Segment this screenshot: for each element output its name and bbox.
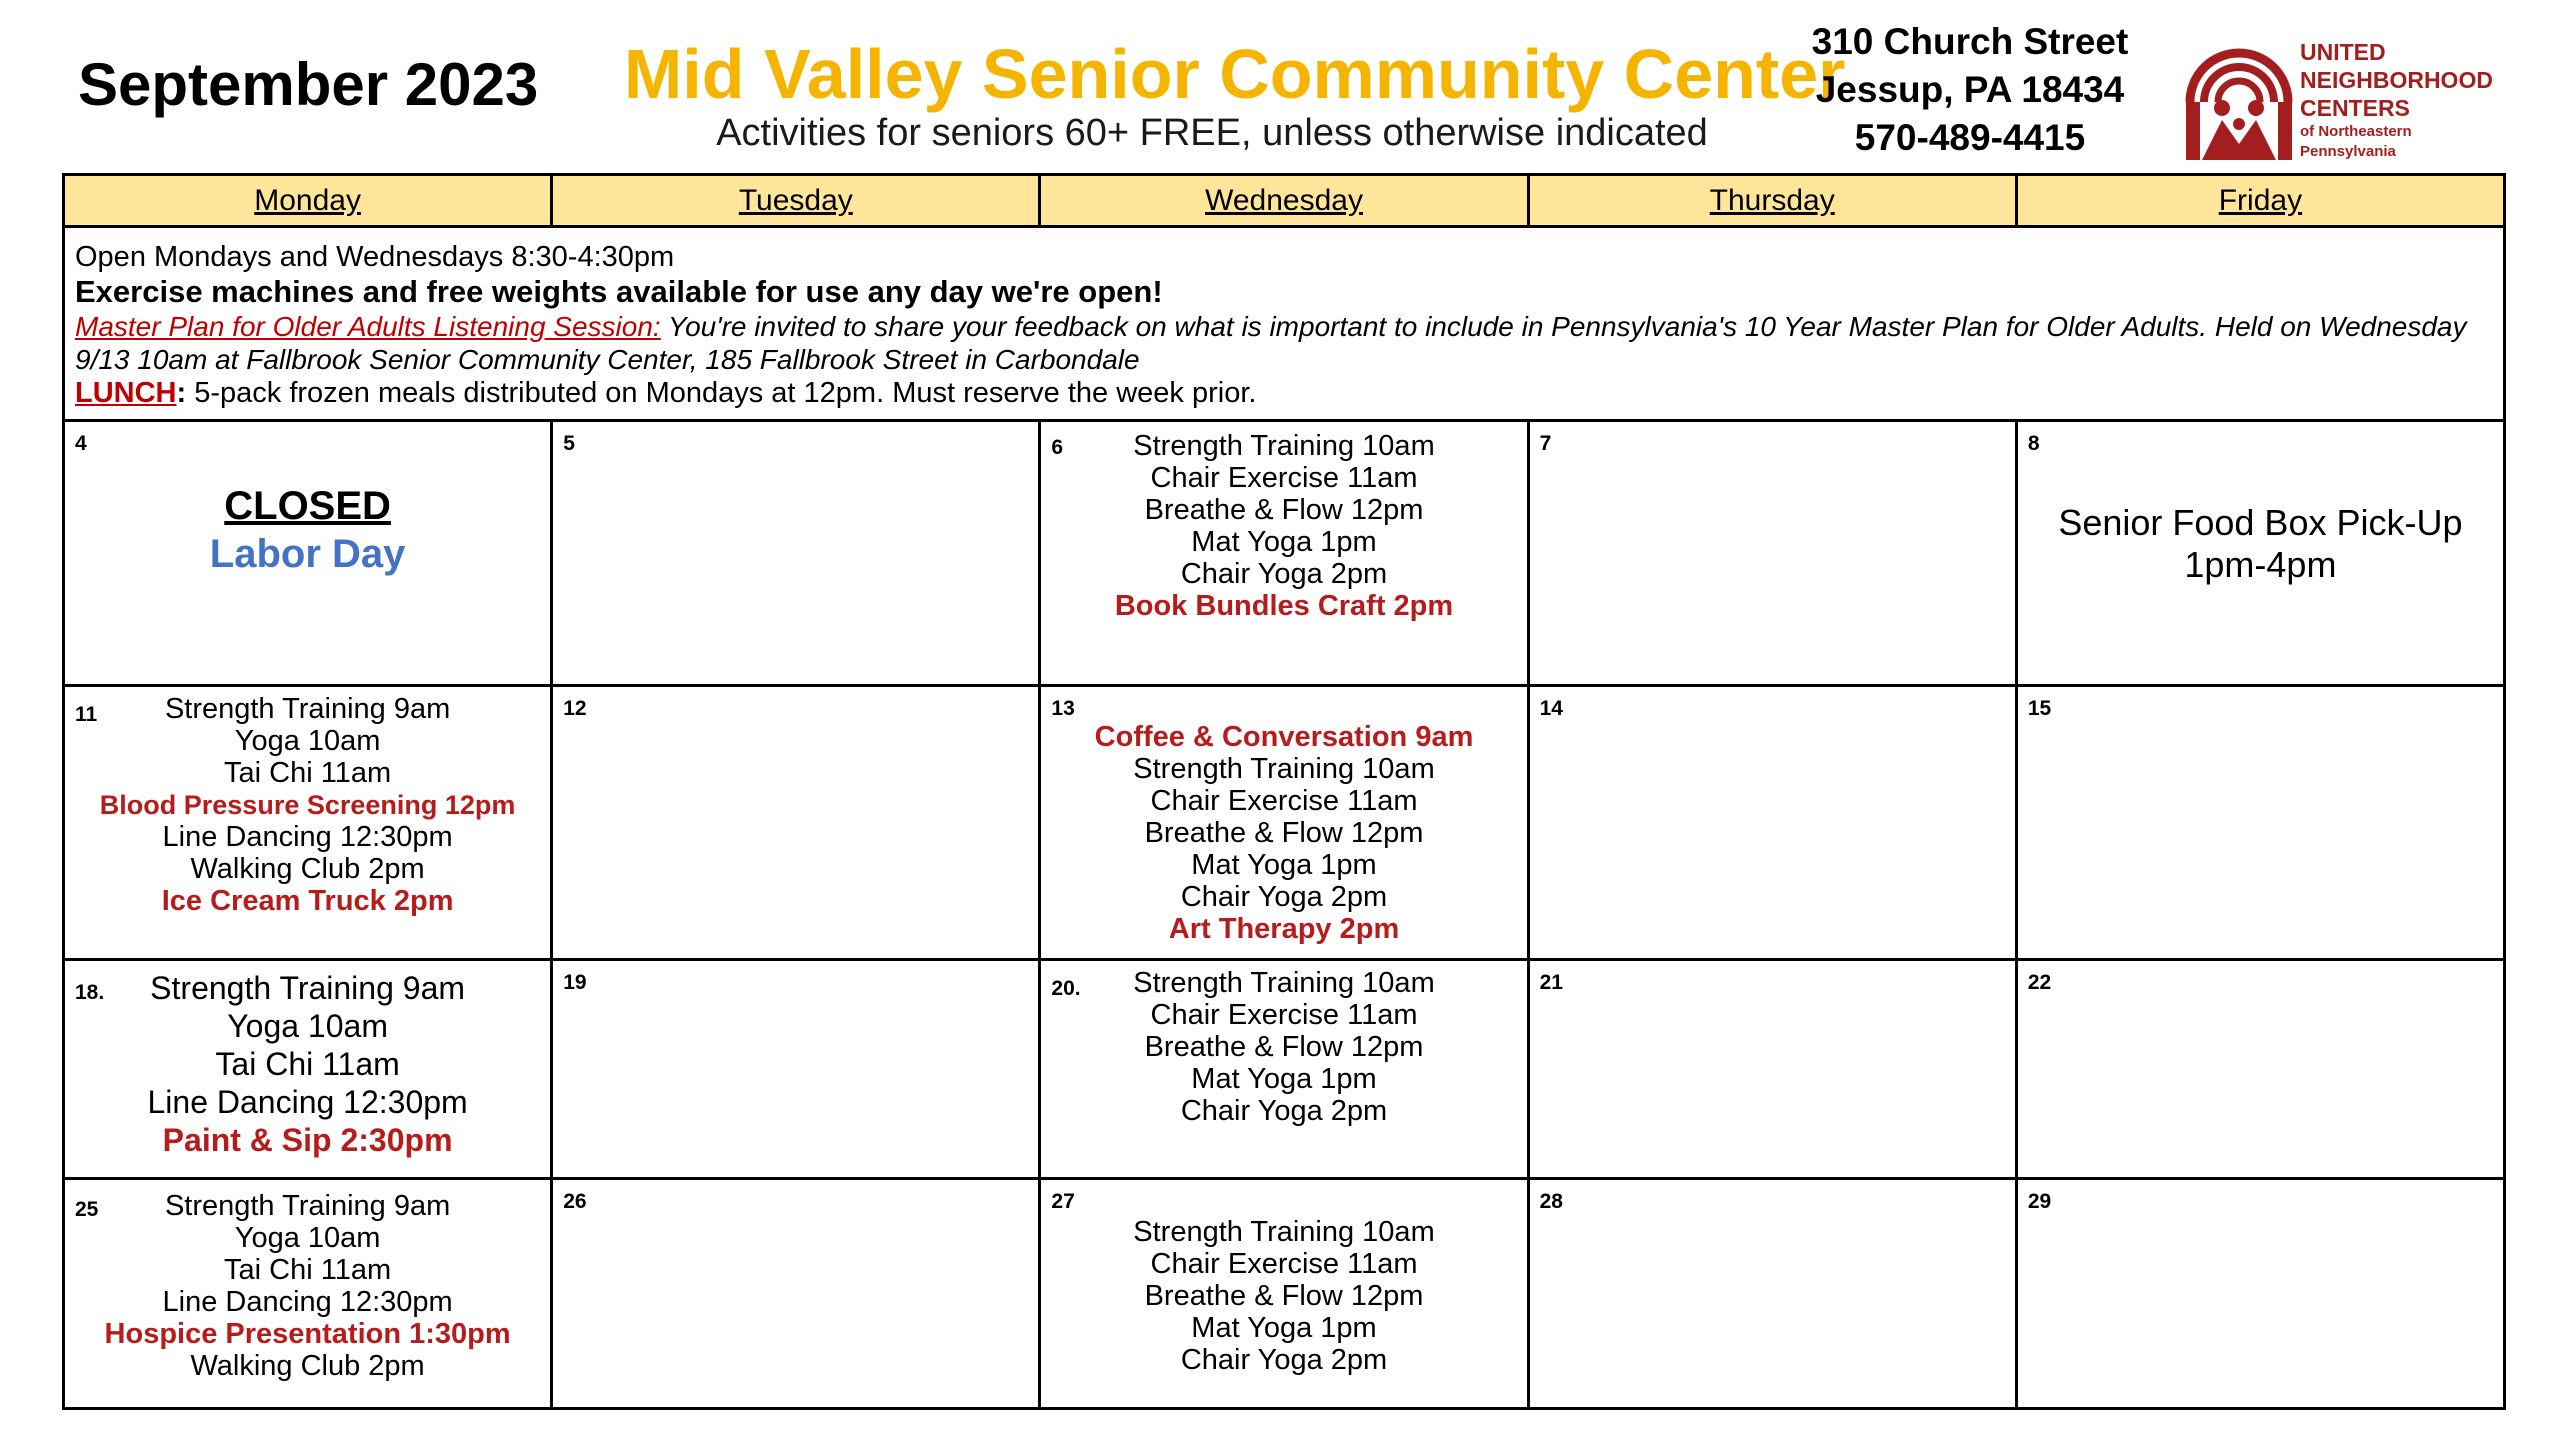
weekday-friday: Friday [2218, 184, 2303, 217]
event-item: Chair Yoga 2pm [1180, 558, 1388, 590]
event-item: Line Dancing 12:30pm [147, 1084, 468, 1120]
weekday-tuesday: Tuesday [553, 176, 1041, 225]
date-number: 14 [1539, 697, 1563, 720]
date-number: 13 [1051, 697, 1075, 720]
closed-label: CLOSED [224, 484, 391, 528]
date-number: 12 [563, 697, 587, 720]
week-row [65, 687, 2503, 961]
lunch-colon: : [176, 377, 187, 409]
lunch-label: LUNCH [75, 377, 177, 409]
day-cell-21 [1530, 961, 2018, 1177]
day-cell-14 [1530, 687, 2018, 958]
highlight-event: Art Therapy 2pm [1168, 913, 1400, 945]
event-item: Breathe & Flow 12pm [1144, 1280, 1424, 1312]
logo-line-1: UNITED [2300, 39, 2386, 65]
day-cell-6 [1041, 422, 1529, 684]
day-cell-29 [2018, 1180, 2503, 1407]
address-street: 310 Church Street [1811, 21, 2129, 62]
event-item: Chair Exercise 11am [1150, 999, 1418, 1031]
event-item: Yoga 10am [234, 1222, 381, 1254]
highlight-event: Blood Pressure Screening 12pm [99, 790, 516, 820]
date-number: 21 [1539, 971, 1563, 994]
master-plan-text: You're invited to share your feedback on what is important to include in Pennsylvania's 10 Year Master Plan for Older Adults. Held on Wednesday 9/13 10am at Fallbrook Senior Community Center, 185 Fallbrook Street in Carbondale [75, 311, 2467, 375]
date-number: 29 [2027, 1190, 2052, 1213]
event-item: Chair Yoga 2pm [1180, 1344, 1388, 1376]
event-item: Yoga 10am [234, 725, 381, 757]
event-item: Strength Training 9am [164, 693, 451, 725]
calendar [62, 173, 2506, 1410]
lunch-text: 5-pack frozen meals distributed on Mondays at 12pm. Must reserve the week prior. [186, 377, 1257, 409]
highlight-event: Coffee & Conversation 9am [1094, 721, 1474, 753]
event-item: Chair Exercise 11am [1150, 462, 1418, 494]
date-number: 26 [563, 1190, 587, 1213]
master-plan-note [75, 310, 2493, 376]
date-number: 6 [1051, 436, 1064, 459]
event-item: Line Dancing 12:30pm [162, 1286, 453, 1318]
date-number: 19 [563, 971, 587, 994]
date-number: 11 [75, 703, 98, 726]
date-number: 22 [2027, 971, 2052, 994]
event-item: Line Dancing 12:30pm [162, 821, 453, 853]
event-item: Strength Training 9am [150, 970, 466, 1006]
event-item: Chair Exercise 11am [1150, 1248, 1418, 1280]
day-cell-12 [553, 687, 1041, 958]
week-row [65, 961, 2503, 1180]
date-number: 7 [1539, 432, 1552, 455]
event-item: Breathe & Flow 12pm [1144, 1031, 1424, 1063]
day-cell-11 [65, 687, 553, 958]
date-number: 5 [563, 432, 575, 455]
weekday-wednesday: Wednesday [1041, 176, 1529, 225]
event-item: Walking Club 2pm [190, 853, 425, 885]
address-block [1800, 18, 2140, 162]
date-number: 28 [1539, 1190, 1563, 1213]
event-item: Mat Yoga 1pm [1191, 849, 1377, 881]
event-item: Strength Training 9am [164, 1190, 451, 1222]
week-row [65, 422, 2503, 687]
month-title: September 2023 [78, 51, 539, 118]
highlight-event: Hospice Presentation 1:30pm [104, 1318, 511, 1350]
exercise-note: Exercise machines and free weights available for use any day we're open! [75, 274, 1163, 309]
day-cell-22 [2018, 961, 2503, 1177]
event-item: Chair Yoga 2pm [1180, 881, 1388, 913]
day-cell-5 [553, 422, 1041, 684]
address-phone: 570-489-4415 [1854, 117, 2086, 158]
logo-line-3: CENTERS [2300, 95, 2410, 121]
event-item: Breathe & Flow 12pm [1144, 494, 1424, 526]
logo-text [2300, 38, 2493, 162]
center-name: Mid Valley Senior Community Center [624, 35, 1846, 113]
lunch-note [75, 376, 2493, 410]
event-item: Mat Yoga 1pm [1191, 526, 1377, 558]
event-item: Strength Training 10am [1133, 967, 1435, 999]
date-number: 18. [75, 981, 105, 1004]
weekday-thursday: Thursday [1530, 176, 2018, 225]
week-row [65, 1180, 2503, 1407]
day-cell-7 [1530, 422, 2018, 684]
highlight-event: Ice Cream Truck 2pm [161, 885, 454, 917]
logo-line-2: NEIGHBORHOOD [2300, 67, 2493, 93]
event-item: Chair Yoga 2pm [1180, 1095, 1388, 1127]
event-item: Tai Chi 11am [215, 1046, 400, 1082]
day-cell-27 [1041, 1180, 1529, 1407]
day-cell-4 [65, 422, 553, 684]
day-cell-18 [65, 961, 553, 1177]
logo-line-5: Pennsylvania [2300, 143, 2396, 160]
date-number: 8 [2027, 432, 2040, 455]
event-item: Yoga 10am [227, 1008, 388, 1044]
event-item: Tai Chi 11am [224, 757, 392, 789]
event-item: Strength Training 10am [1133, 753, 1435, 785]
food-box-time: 1pm-4pm [2184, 544, 2337, 585]
date-number: 20. [1051, 977, 1081, 1000]
event-item: Mat Yoga 1pm [1191, 1312, 1377, 1344]
date-number: 15 [2027, 697, 2052, 720]
logo-line-4: of Northeastern [2300, 123, 2412, 140]
food-box-event: Senior Food Box Pick-Up [2058, 502, 2463, 543]
tagline: Activities for seniors 60+ FREE, unless otherwise indicated [716, 112, 1708, 154]
event-item: Tai Chi 11am [224, 1254, 392, 1286]
day-cell-28 [1530, 1180, 2018, 1407]
date-number: 25 [75, 1198, 99, 1221]
event-item: Strength Training 10am [1133, 430, 1435, 462]
day-cell-20 [1041, 961, 1529, 1177]
event-item: Walking Club 2pm [190, 1350, 425, 1382]
hours-note: Open Mondays and Wednesdays 8:30-4:30pm [75, 241, 675, 273]
day-cell-26 [553, 1180, 1041, 1407]
master-plan-link[interactable]: Master Plan for Older Adults Listening Session: [75, 311, 661, 342]
holiday-label: Labor Day [209, 532, 406, 576]
event-item: Breathe & Flow 12pm [1144, 817, 1424, 849]
day-cell-13 [1041, 687, 1529, 958]
day-cell-15 [2018, 687, 2503, 958]
logo [2180, 32, 2500, 168]
date-number: 4 [75, 432, 87, 455]
address-city: Jessup, PA 18434 [1815, 69, 2125, 110]
event-item: Strength Training 10am [1133, 1216, 1435, 1248]
logo-icon [2180, 32, 2298, 164]
day-cell-25 [65, 1180, 553, 1407]
highlight-event: Book Bundles Craft 2pm [1114, 590, 1454, 622]
event-item: Mat Yoga 1pm [1191, 1063, 1377, 1095]
day-cell-19 [553, 961, 1041, 1177]
highlight-event: Paint & Sip 2:30pm [162, 1122, 453, 1158]
notes-panel [65, 228, 2503, 422]
weekday-header [65, 176, 2503, 228]
day-cell-8 [2018, 422, 2503, 684]
date-number: 27 [1051, 1190, 1075, 1213]
weekday-monday: Monday [65, 176, 553, 225]
event-item: Chair Exercise 11am [1150, 785, 1418, 817]
